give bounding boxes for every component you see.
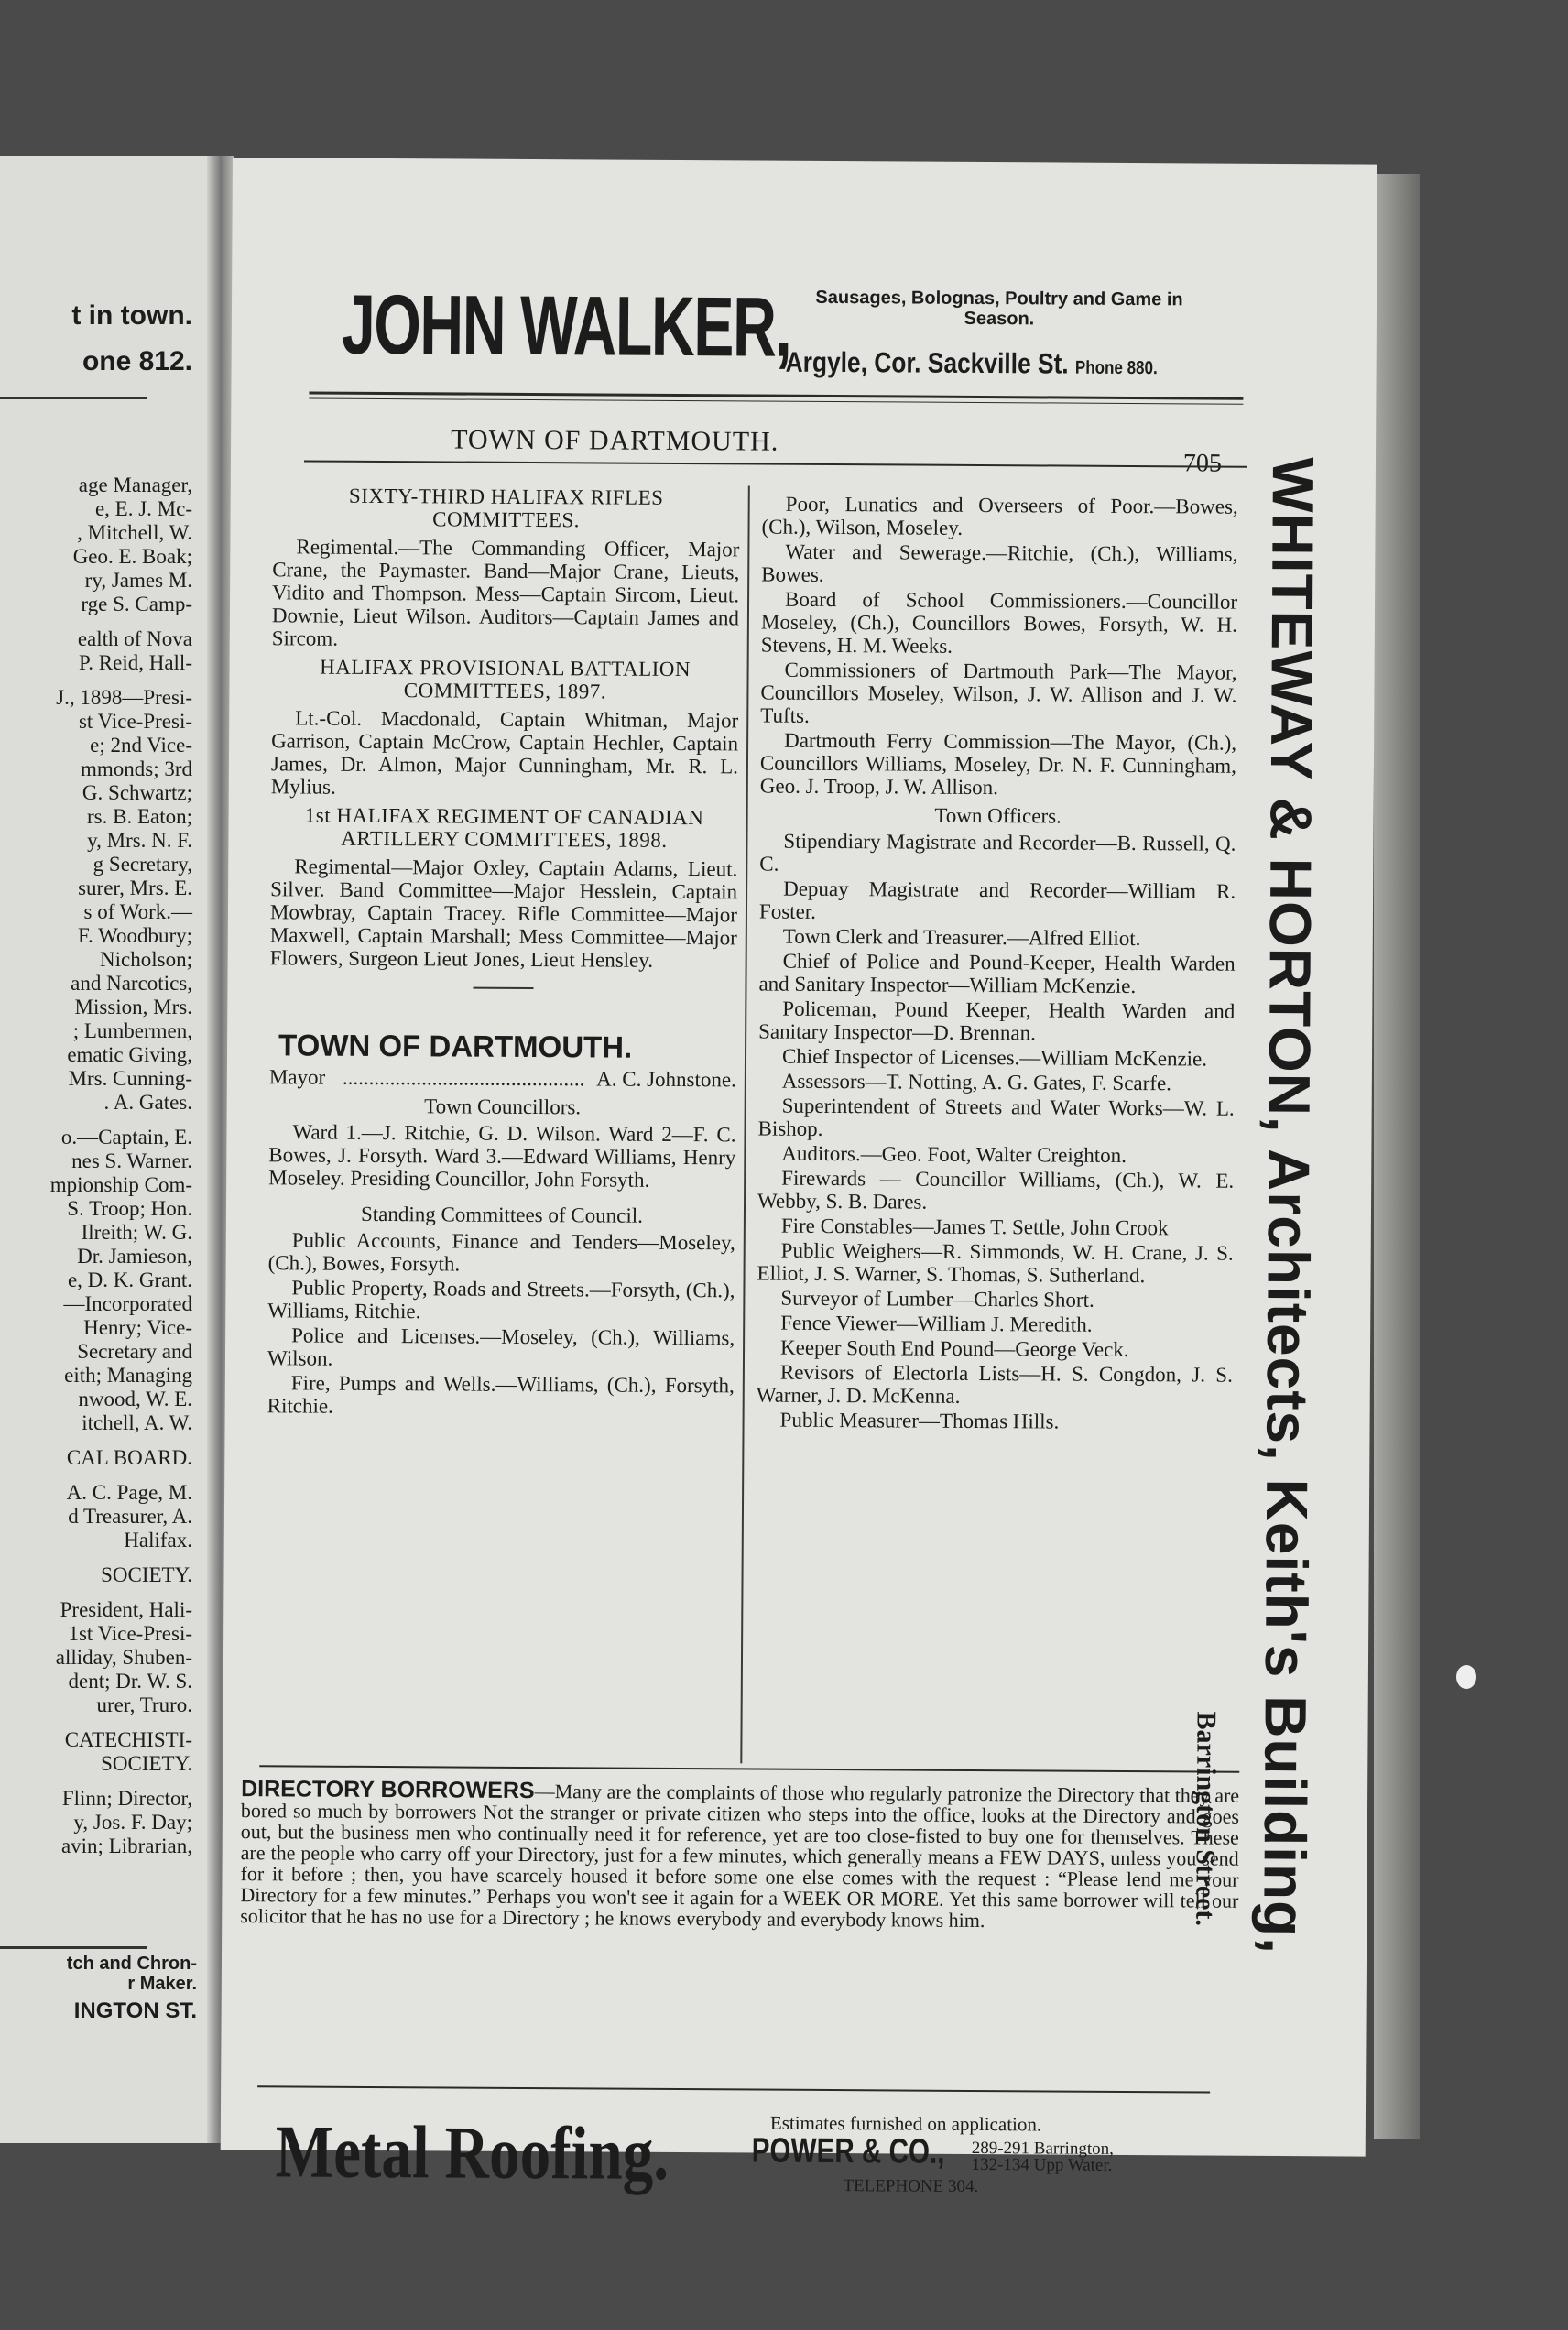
left-page-line: e, E. J. Mc- [94,497,192,520]
left-page-line: y, Mrs. N. F. [87,829,192,852]
paragraph: Regimental—Major Oxley, Captain Adams, Lieut. Silver. Band Committee—Major Hesslein, Captain Mowbray, Captain Tracey. Rifle Committee—Major Maxwell, Captain Marshall; Mess Committee—Major Flowers, Surgeon Lieut Jones, Lieut Hensley. [269,855,738,972]
left-page-line: avin; Librarian, [60,1835,192,1857]
left-page-line: Secretary and [77,1340,192,1363]
left-page-line: urer, Truro. [96,1693,192,1716]
advertiser-address [786,346,1158,381]
directory-page [221,158,1377,2197]
subheading: Standing Committees of Council. [360,1202,643,1227]
paragraph: Depuay Magistrate and Recorder—William R. Foster. [758,876,1236,923]
left-page-line: P. Reid, Hall- [79,651,192,674]
left-page-line: SOCIETY. [101,1752,192,1775]
left-page-line: Ilreith; W. G. [81,1221,192,1244]
architect-ad-text: WHITEWAY & HORTON, Architects, Keith's Building, [1251,456,1327,1955]
paragraph: Town Clerk and Treasurer.—Alfred Elliot. [782,924,1141,951]
paragraph: Keeper South End Pound—George Veck. [779,1335,1129,1362]
running-head: TOWN OF DARTMOUTH. [451,424,779,457]
left-page-line: y, Jos. F. Day; [73,1811,192,1834]
product-name: Metal Roofing. [275,2109,670,2195]
paragraph: Commissioners of Dartmouth Park—The Mayor, Councillors Moseley, Wilson, J. W. Allison and J. W. Tufts. [760,658,1237,727]
left-header-line-2: one 812. [82,346,192,376]
left-page-line: surer, Mrs. E. [78,876,192,899]
directory-borrowers-notice [240,1776,1240,1933]
left-header-rule [0,397,147,399]
mayor-label: Mayor [268,1065,326,1089]
left-page-line: nes S. Warner. [71,1149,192,1172]
paragraph: Public Accounts, Finance and Tenders—Moseley, (Ch.), Bowes, Forsyth. [267,1228,735,1276]
left-page-line: Dr. Jamieson, [77,1245,192,1268]
paragraph: Public Weighers—R. Simmonds, W. H. Crane, J. S. Elliot, J. S. Warner, S. Thomas, S. Sutherland. [757,1238,1234,1288]
paragraph: Superintendent of Streets and Water Works—W. L. Bishop. [757,1094,1235,1140]
left-column [267,478,740,1421]
left-page-line: g Secretary, [93,853,192,876]
notice-heading: DIRECTORY BORROWERS [241,1776,535,1804]
left-page-line: Flinn; Director, [61,1787,192,1810]
mayor-name: A. C. Johnstone. [596,1067,736,1092]
left-page-line: mmonds; 3rd [80,757,192,780]
left-page-line: ealth of Nova [77,627,192,650]
header-rule [304,460,1247,467]
left-page-line: and Narcotics, [71,972,192,995]
paragraph: Auditors.—Geo. Foot, Walter Creighton. [781,1141,1127,1167]
left-page-line: eith; Managing [64,1364,192,1387]
right-column [757,493,1238,1436]
advertiser-goods: Sausages, Bolognas, Poultry and Game in Season. [815,287,1183,330]
left-footer-line-3: INGTON ST. [73,1998,197,2023]
page-number: 705 [1182,449,1223,478]
paragraph: Chief of Police and Pound-Keeper, Health Warden and Sanitary Inspector—William McKenzie. [758,949,1236,998]
firm-address-line-1: 289-291 Barrington, [971,2138,1114,2159]
paragraph: Chief Inspector of Licenses.—William McKenzie. [781,1044,1208,1071]
page-edge [1374,174,1420,2139]
paragraph: Regimental.—The Commanding Officer, Major Crane, the Paymaster. Band—Major Crane, Lieuts, Vidito and Thompson. Mess—Captain Sircom, Lieut. Downie, Lieut Wilson. Auditors—Captain James and Sircom. [271,535,740,650]
town-title: TOWN OF DARTMOUTH. [278,1028,633,1064]
paragraph: Surveyor of Lumber—Charles Short. [780,1286,1094,1312]
left-page-line: Geo. E. Boak; [72,545,192,568]
firm-address [972,2140,1114,2174]
architect-ad-street: Barrington Street. [1190,1711,1222,1927]
column-separator [740,485,750,1763]
advertiser-name: JOHN WALKER, [341,278,791,375]
borrowers-top-rule [259,1765,1239,1773]
left-footer-line-1: tch and Chron- [66,1954,197,1974]
paragraph: Firewards — Councillor Williams, (Ch.), W. E. Webby, S. B. Dares. [757,1166,1235,1214]
left-page-line: e; 2nd Vice- [90,734,192,757]
paragraph: Water and Sewerage.—Ritchie, (Ch.), Williams, Bowes. [761,539,1238,586]
metal-roofing-advertisement [275,2108,1283,2243]
paragraph: Stipendiary Magistrate and Recorder—B. Russell, Q. C. [759,829,1236,876]
address-text: Argyle, Cor. Sackville St. [785,345,1069,380]
paragraph: Board of School Commissioners.—Councillor Moseley, (Ch.), Councillors Bowes, Forsyth, W. H. Stevens, H. M. Weeks. [760,587,1238,658]
firm-telephone: TELEPHONE 304. [843,2176,979,2197]
left-header-line-1: t in town. [71,300,192,331]
section-divider [473,987,533,989]
left-page-line: d Treasurer, A. [68,1505,192,1528]
bottom-ad-rule [257,2085,1210,2093]
left-page-line: nwood, W. E. [78,1388,192,1410]
left-page-line: J., 1898—Presi- [56,686,192,709]
left-page-line: dent; Dr. W. S. [68,1670,192,1693]
paragraph: Assessors—T. Notting, A. G. Gates, F. Scarfe. [781,1069,1172,1095]
paragraph: Fire Constables—James T. Settle, John Crook [780,1214,1169,1240]
paragraph: Revisors of Electorla Lists—H. S. Congdon, J. S. Warner, J. D. McKenna. [756,1360,1233,1408]
left-page-line: SOCIETY. [101,1563,192,1586]
left-page-line: A. C. Page, M. [66,1481,192,1504]
left-facing-page [0,156,220,2143]
left-page-line: , Mitchell, W. [77,521,192,544]
left-page-line: —Incorporated [63,1292,192,1315]
left-page-line: President, Hali- [60,1598,192,1621]
paragraph: Lt.-Col. Macdonald, Captain Whitman, Major Garrison, Captain McCrow, Captain Hechler, Captain James, Dr. Almon, Major Cunningham, Mr. R. L. Mylius. [270,706,739,799]
left-page-line: Mrs. Cunning- [68,1067,192,1090]
firm-address-line-2: 132-134 Upp Water. [971,2154,1113,2175]
scan-speck [1456,1665,1476,1689]
section-heading: SIXTY-THIRD HALIFAX RIFLES COMMITTEES. [348,484,664,532]
mayor-entry [269,1065,736,1091]
phone-text: Phone 880. [1074,357,1158,379]
left-page-line: CATECHISTI- [64,1728,192,1751]
left-footer-rule [0,1946,147,1949]
section-heading: 1st HALIFAX REGIMENT OF CANADIAN ARTILLERY COMMITTEES, 1898. [304,803,704,852]
left-page-line: Henry; Vice- [83,1316,192,1339]
left-page-line: ry, James M. [84,569,192,592]
paragraph: Public Property, Roads and Streets.—Forsyth, (Ch.), Williams, Ritchie. [267,1276,735,1323]
paragraph: Dartmouth Ferry Commission—The Mayor, (Ch.), Councillors Williams, Moseley, Dr. N. F. Cunningham, Geo. J. Troop, J. W. Allison. [759,728,1237,800]
left-page-line: . A. Gates. [103,1091,192,1114]
section-heading: HALIFAX PROVISIONAL BATTALION COMMITTEES, 1897. [320,655,691,703]
paragraph: Policeman, Pound Keeper, Health Warden and Sanitary Inspector—D. Brennan. [758,996,1236,1045]
left-page-line: alliday, Shuben- [55,1646,192,1669]
left-page-line: mpionship Com- [49,1173,192,1196]
left-page-line: st Vice-Presi- [78,710,192,733]
left-page-line: age Manager, [78,474,192,496]
left-page-line: Nicholson; [100,948,192,971]
left-page-line: ematic Giving, [67,1043,192,1066]
notice-text: —Many are the complaints of those who regularly patronize the Directory that they are bored so much by borrowers Not the stranger or private citizen who steps into the office, looks at the Directory and goes out, but the business men who continually need it for reference, yet are too close-fisted to buy one for themselves. These are the people who carry off your Directory, just for a few minutes, which generally means a FEW DAYS, unless you send for it before ; then, you have scarcely housed it before some one else comes with the request : “Please lend me your Directory for a few minutes.” Perhaps you won't see it again for a WEEK OR MORE. Yet this same borrower will tell our solicitor that he has no use for a Directory ; he knows everybody and everybody knows him. [240,1780,1240,1933]
left-page-line: itchell, A. W. [82,1411,192,1434]
left-footer-line-2: r Maker. [127,1974,197,1994]
left-page-line: rs. B. Eaton; [87,805,192,828]
left-page-line: s of Work.— [83,900,192,923]
left-page-line: ; Lumbermen, [72,1019,192,1042]
left-page-line: G. Schwartz; [82,781,192,804]
firm-name: POWER & CO., [751,2131,945,2172]
leader-dots: .............................................. [342,1065,585,1091]
paragraph: Fence Viewer—William J. Meredith. [780,1311,1093,1336]
paragraph: Poor, Lunatics and Overseers of Poor.—Bowes, (Ch.), Wilson, Moseley. [761,492,1238,539]
paragraph: Police and Licenses.—Moseley, (Ch.), Williams, Wilson. [267,1323,735,1370]
left-page-line: S. Troop; Hon. [67,1197,192,1220]
subheading: Town Councillors. [424,1094,582,1119]
left-page-line: rge S. Camp- [81,593,192,615]
left-page-line: o.—Captain, E. [60,1126,192,1149]
left-page-line: CAL BOARD. [66,1446,192,1469]
left-page-line: 1st Vice-Presi- [68,1622,192,1645]
left-page-line: Halifax. [124,1529,192,1552]
estimates-text: Estimates furnished on application. [769,2111,1042,2136]
subheading: Town Officers. [934,803,1062,828]
left-page-line: F. Woodbury; [78,924,192,947]
paragraph: Public Measurer—Thomas Hills. [779,1408,1060,1433]
left-page-line: Mission, Mrs. [74,996,192,1018]
paragraph: Ward 1.—J. Ritchie, G. D. Wilson. Ward 2—F. C. Bowes, J. Forsyth. Ward 3.—Edward Williams, Henry Moseley. Presiding Councillor, John Forsyth. [268,1120,736,1192]
paragraph: Fire, Pumps and Wells.—Williams, (Ch.), Forsyth, Ritchie. [267,1371,735,1418]
left-page-line: e, D. K. Grant. [67,1268,192,1291]
